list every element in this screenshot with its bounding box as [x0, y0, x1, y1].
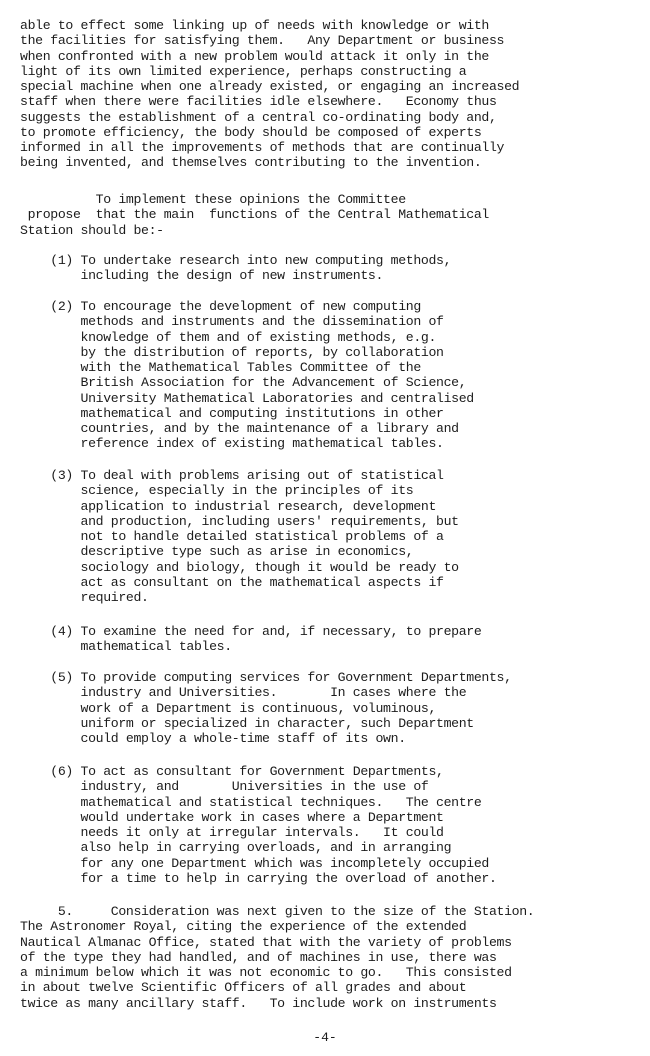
- function-item-3: (3) To deal with problems arising out of statistical science, especially in the principles of its application to industrial research, development and production, including users' requirements, but not to handle detailed statistical problems of a descriptive type such as arise in economics, sociology and biology, though it would be ready to act as consultant on the mathematical aspects if required.: [50, 468, 459, 605]
- function-item-4: (4) To examine the need for and, if necessary, to prepare mathematical tables.: [50, 624, 482, 655]
- paragraph-5: 5. Consideration was next given to the size of the Station. The Astronomer Royal, citing the experience of the extended Nautical Almanac Office, stated that with the variety of problems of the type they had handled, and of machines in use, there was a minimum below which it was not economic to go. This consisted in about twelve Scientific Officers of all grades and about twice as many ancillary staff. To include work on instruments: [20, 904, 535, 1011]
- page-number: -4-: [313, 1030, 337, 1045]
- function-item-1: (1) To undertake research into new computing methods, including the design of new instruments.: [50, 253, 452, 284]
- function-item-2: (2) To encourage the development of new computing methods and instruments and the dissemination of knowledge of them and of existing methods, e.g. by the distribution of reports, by collaboration with the Mathematical Tables Committee of the British Association for the Advancement of Science, University Mathematical Laboratories and centralised mathematical and computing institutions in other countries, and by the maintenance of a library and reference index of existing mathematical tables.: [50, 299, 474, 452]
- proposal-paragraph: To implement these opinions the Committee propose that the main functions of the Central Mathematical Station should be:-: [20, 192, 489, 238]
- function-item-5: (5) To provide computing services for Government Departments, industry and Universities. In cases where the work of a Department is continuous, voluminous, uniform or specialized in character, such Department could employ a whole-time staff of its own.: [50, 670, 512, 746]
- function-item-6: (6) To act as consultant for Government Departments, industry, and Universities in the use of mathematical and statistical techniques. The centre would undertake work in cases where a Department needs it only at irregular intervals. It could also help in carrying overloads, and in arranging for any one Department which was incompletely occupied for a time to help in carrying the overload of another.: [50, 764, 497, 886]
- intro-paragraph: able to effect some linking up of needs with knowledge or with the facilities for satisfying them. Any Department or business when confronted with a new problem would attack it only in the light of its own limited experience, perhaps constructing a special machine when one already existed, or engaging an increased staff when there were facilities idle elsewhere. Economy thus suggests the establishment of a central co-ordinating body and, to promote efficiency, the body should be composed of experts informed in all the improvements of methods that are continually being invented, and themselves contributing to the invention.: [20, 18, 520, 171]
